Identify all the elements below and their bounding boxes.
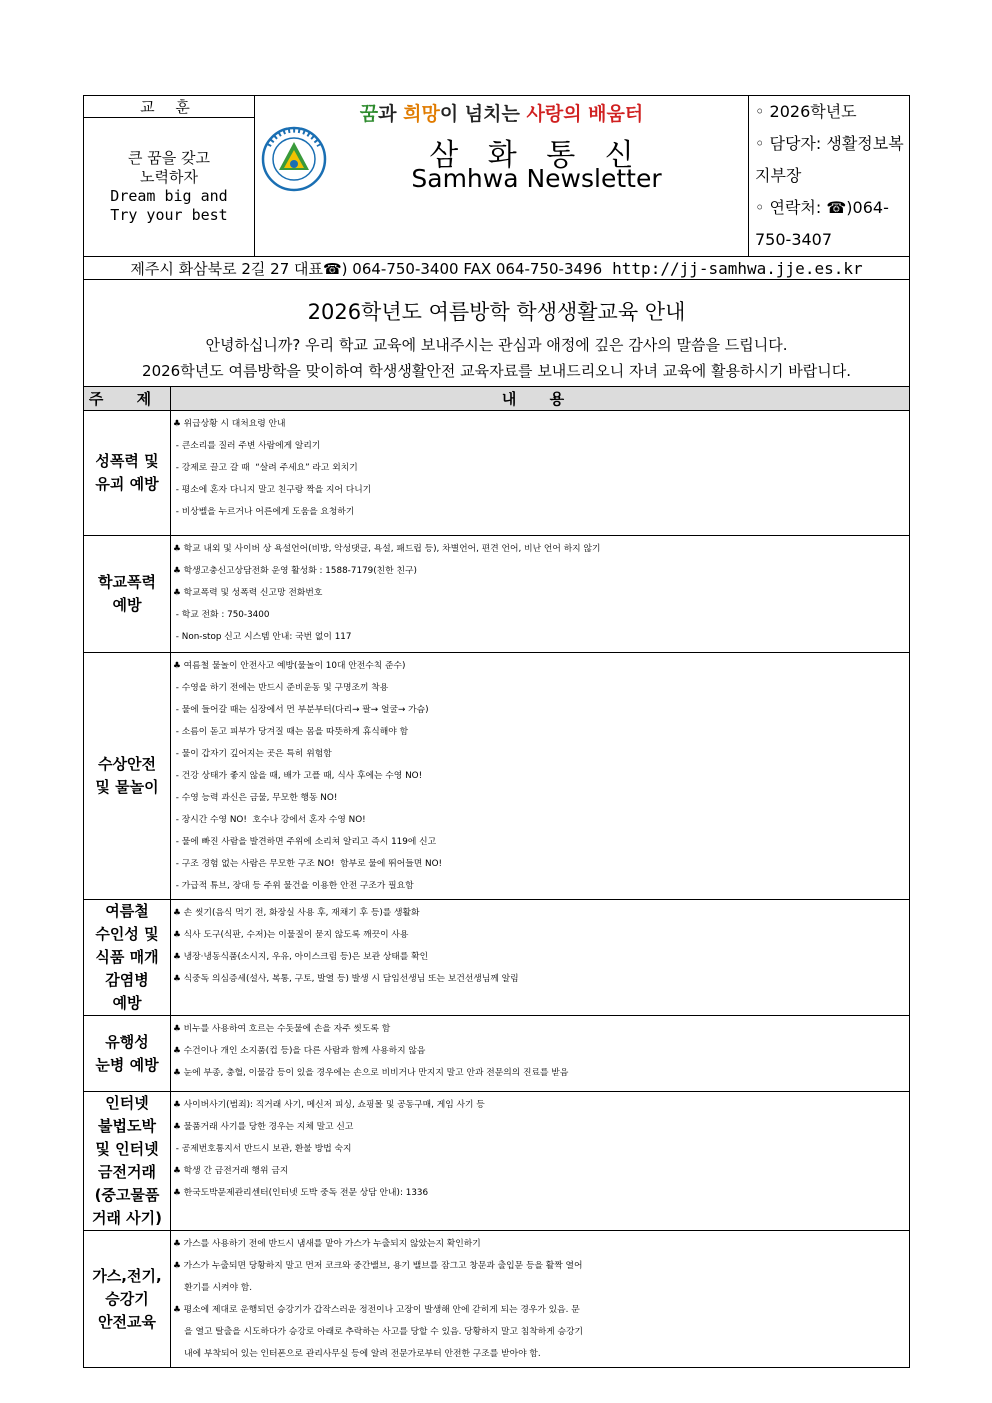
topic-line: 예방	[112, 994, 142, 1012]
content-line: ♣ 가스가 누출되면 당황하지 말고 먼저 코크와 중간밸브, 용기 밸브를 잠그고 창문과 출입문 등을 활짝 열어	[173, 1261, 583, 1271]
content-line: ♣ 위급상황 시 대처요령 안내	[173, 419, 286, 429]
school-address	[84, 257, 910, 280]
table-row	[84, 653, 910, 900]
content-line: ♣ 물품거래 사기를 당한 경우는 지체 말고 신고	[173, 1122, 354, 1132]
slogan-school-of-love: 사랑의 배움터	[526, 103, 644, 125]
newsletter-title-ko: 삼 화 통 신	[429, 138, 644, 173]
slogan-and: 과	[378, 103, 404, 125]
content-line: - 큰소리를 질러 주변 사람에게 알리기	[173, 441, 321, 451]
newsletter-header	[83, 95, 910, 280]
content-line: - 장시간 수영 NO! 호수나 강에서 혼자 수영 NO!	[173, 815, 366, 825]
content-line: - 수영을 하기 전에는 반드시 준비운동 및 구명조끼 착용	[173, 683, 389, 693]
greeting	[84, 326, 909, 386]
row-topic	[84, 1231, 171, 1368]
content-line: ♣ 학교폭력 및 성폭력 신고망 전화번호	[173, 588, 323, 598]
row-content	[171, 1016, 910, 1092]
topic-line: 안전교육	[98, 1312, 156, 1331]
topic-line: 눈병 예방	[95, 1055, 159, 1074]
motto-ko-line-1: 큰 꿈을 갖고	[128, 149, 210, 167]
slogan-dream: 꿈	[359, 103, 379, 125]
row-content	[171, 1231, 910, 1368]
topic-line: 성폭력 및	[95, 452, 159, 470]
content-line: 내에 부착되어 있는 인터폰으로 관리사무실 등에 알려 전문가로부터 안전한 구조를 받아야 함.	[173, 1349, 541, 1359]
motto-en-line-1: Dream big and	[110, 187, 228, 205]
topic-line: 수상안전	[98, 755, 156, 773]
content-line: ♣ 평소에 제대로 운행되던 승강기가 갑작스러운 정전이나 고장이 발생해 안에 갇히게 되는 경우가 있음. 문	[173, 1305, 580, 1315]
row-topic	[84, 653, 171, 900]
topic-rows	[84, 411, 910, 1368]
info-year: ◦ 2026학년도	[755, 102, 857, 121]
slogan-overflowing: 이 넘치는	[439, 103, 527, 125]
row-content	[171, 411, 910, 536]
topic-line: 유행성	[105, 1032, 149, 1051]
content-line: ♣ 한국도박문제관리센터(인터넷 도박 중독 전문 상담 안내): 1336	[173, 1188, 429, 1198]
row-topic	[84, 411, 171, 536]
topic-line: 예방	[112, 596, 142, 614]
content-line: - 공제번호통지서 반드시 보관, 환불 방법 숙지	[173, 1144, 352, 1154]
table-row	[84, 1092, 910, 1231]
topic-line: 식품 매개	[95, 948, 159, 966]
content-line: ♣ 눈에 부종, 충혈, 이물감 등이 있을 경우에는 손으로 비비거나 만지지 말고 안과 전문의의 진료를 받음	[173, 1068, 569, 1078]
content-line: ♣ 수건이나 개인 소지품(컵 등)을 다른 사람과 함께 사용하지 않음	[173, 1046, 426, 1056]
topic-line: 학교폭력	[98, 573, 156, 591]
topic-line: 거래 사기)	[91, 1209, 163, 1227]
row-topic	[84, 1092, 171, 1231]
motto-ko-line-2: 노력하자	[140, 168, 198, 186]
row-content	[171, 900, 910, 1016]
topic-line: 인터넷	[105, 1094, 149, 1112]
topic-line: 가스,전기,	[92, 1266, 162, 1285]
content-line: - Non-stop 신고 시스템 안내: 국번 없이 117	[173, 632, 352, 642]
topic-line: 여름철	[105, 902, 149, 920]
topic-line: 유괴 예방	[95, 475, 159, 493]
content-line: ♣ 학생 간 금전거래 행위 금지	[173, 1166, 289, 1176]
notice-title-cell	[84, 280, 910, 387]
topic-line: 수인성 및	[95, 925, 159, 943]
topic-line: (중고물품	[94, 1186, 160, 1204]
motto-text	[84, 118, 255, 257]
address-text: 제주시 화삼북로 2길 27 대표☎) 064-750-3400 FAX 064-750-3496	[130, 259, 603, 278]
content-line: ♣ 사이버사기(범죄): 직거래 사기, 메신저 피싱, 쇼핑몰 및 공동구매, 게임 사기 등	[173, 1100, 485, 1110]
content-line: ♣ 여름철 물놀이 안전사고 예방(물놀이 10대 안전수칙 준수)	[173, 661, 406, 671]
motto-en-line-2: Try your best	[110, 206, 228, 224]
row-content	[171, 653, 910, 900]
content-line: ♣ 식사 도구(식판, 수저)는 이물질이 묻지 않도록 깨끗이 사용	[173, 930, 409, 940]
content-line: ♣ 비누를 사용하여 흐르는 수돗물에 손을 자주 씻도록 함	[173, 1024, 391, 1034]
row-content	[171, 536, 910, 653]
row-topic	[84, 900, 171, 1016]
school-slogan	[255, 99, 748, 126]
content-line: - 물이 갑자기 깊어지는 곳은 특히 위험함	[173, 749, 332, 759]
content-line: - 학교 전화 : 750-3400	[173, 610, 270, 620]
table-row	[84, 1016, 910, 1092]
row-topic	[84, 1016, 171, 1092]
content-line: - 평소에 혼자 다니지 말고 친구랑 짝을 지어 다니기	[173, 485, 372, 495]
content-line: 환기를 시켜야 함.	[173, 1283, 253, 1293]
topic-line: 및 인터넷	[95, 1140, 159, 1158]
greeting-line-2: 2026학년도 여름방학을 맞이하여 학생생활안전 교육자료를 보내드리오니 자녀 교육에 활용하시기 바랍니다.	[142, 362, 851, 380]
content-line: ♣ 손 씻기(음식 먹기 전, 화장실 사용 후, 재채기 후 등)를 생활화	[173, 908, 420, 918]
content-line: - 건강 상태가 좋지 않을 때, 배가 고플 때, 식사 후에는 수영 NO!	[173, 771, 423, 781]
school-logo-icon	[261, 126, 327, 192]
content-line: - 소름이 돋고 피부가 당겨질 때는 몸을 따뜻하게 휴식해야 함	[173, 727, 409, 737]
topic-line: 불법도박	[98, 1117, 156, 1135]
content-line: - 비상벨을 누르거나 어른에게 도움을 요청하기	[173, 507, 355, 517]
row-topic	[84, 536, 171, 653]
greeting-line-1: 안녕하십니까? 우리 학교 교육에 보내주시는 관심과 애정에 깊은 감사의 말씀을 드립니다.	[205, 336, 788, 354]
info-contact: ◦ 연락처: ☎)064-750-3407	[755, 198, 889, 249]
content-line: ♣ 가스를 사용하기 전에 반드시 냄새를 맡아 가스가 누출되지 않았는지 확인하기	[173, 1239, 481, 1249]
newsletter-title-en: Samhwa Newsletter	[411, 164, 662, 193]
motto-label: 교 훈	[84, 96, 255, 118]
content-line: ♣ 식중독 의심증세(설사, 복통, 구토, 발열 등) 발생 시 담임선생님 또는 보건선생님께 알림	[173, 974, 519, 984]
content-line: - 가급적 튜브, 장대 등 주위 물건을 이용한 안전 구조가 필요함	[173, 881, 414, 891]
content-line: 을 열고 탈출을 시도하다가 승강로 아래로 추락하는 사고를 당할 수 있음. 당황하지 말고 침착하게 승강기	[173, 1327, 584, 1337]
content-line: - 물에 들어갈 때는 심장에서 먼 부분부터(다리→ 팔→ 얼굴→ 가슴)	[173, 705, 429, 715]
table-row	[84, 1231, 910, 1368]
school-url-link[interactable]: http://jj-samhwa.jje.es.kr	[612, 258, 863, 278]
content-line: - 강제로 끌고 갈 때 “살려 주세요” 라고 외치기	[173, 463, 358, 473]
info-manager: ◦ 담당자: 생활정보복지부장	[755, 134, 904, 185]
row-content	[171, 1092, 910, 1231]
topic-line: 감염병	[105, 971, 149, 989]
page-title: 2026학년도 여름방학 학생생활교육 안내	[307, 300, 686, 324]
table-row	[84, 900, 910, 1016]
column-header-topic: 주 제	[84, 387, 171, 411]
topic-line: 승강기	[105, 1289, 149, 1308]
table-row	[84, 411, 910, 536]
content-line: - 수영 능력 과신은 금물, 무모한 행동 NO!	[173, 793, 338, 803]
slogan-hope: 희망	[403, 103, 440, 125]
table-row	[84, 536, 910, 653]
newsletter-page	[83, 95, 909, 1368]
content-line: - 물에 빠진 사람을 발견하면 주위에 소리쳐 알리고 즉시 119에 신고	[173, 837, 437, 847]
newsletter-info	[749, 96, 910, 257]
topic-line: 및 물놀이	[95, 778, 159, 796]
newsletter-masthead	[255, 96, 749, 257]
column-header-content: 내 용	[171, 387, 910, 411]
content-line: ♣ 냉장·냉동식품(소시지, 우유, 아이스크림 등)은 보관 상태를 확인	[173, 952, 429, 962]
content-line: ♣ 학교 내외 및 사이버 상 욕설언어(비방, 악성댓글, 욕설, 패드립 등), 차별언어, 편견 언어, 비난 언어 하지 않기	[173, 544, 601, 554]
topic-line: 금전거래	[98, 1163, 156, 1181]
content-line: ♣ 학생고충신고상담전화 운영 활성화 : 1588-7179(친한 친구)	[173, 566, 417, 576]
content-line: - 구조 경험 없는 사람은 무모한 구조 NO! 함부로 물에 뛰어들면 NO!	[173, 859, 443, 869]
notice-body	[83, 279, 910, 1368]
